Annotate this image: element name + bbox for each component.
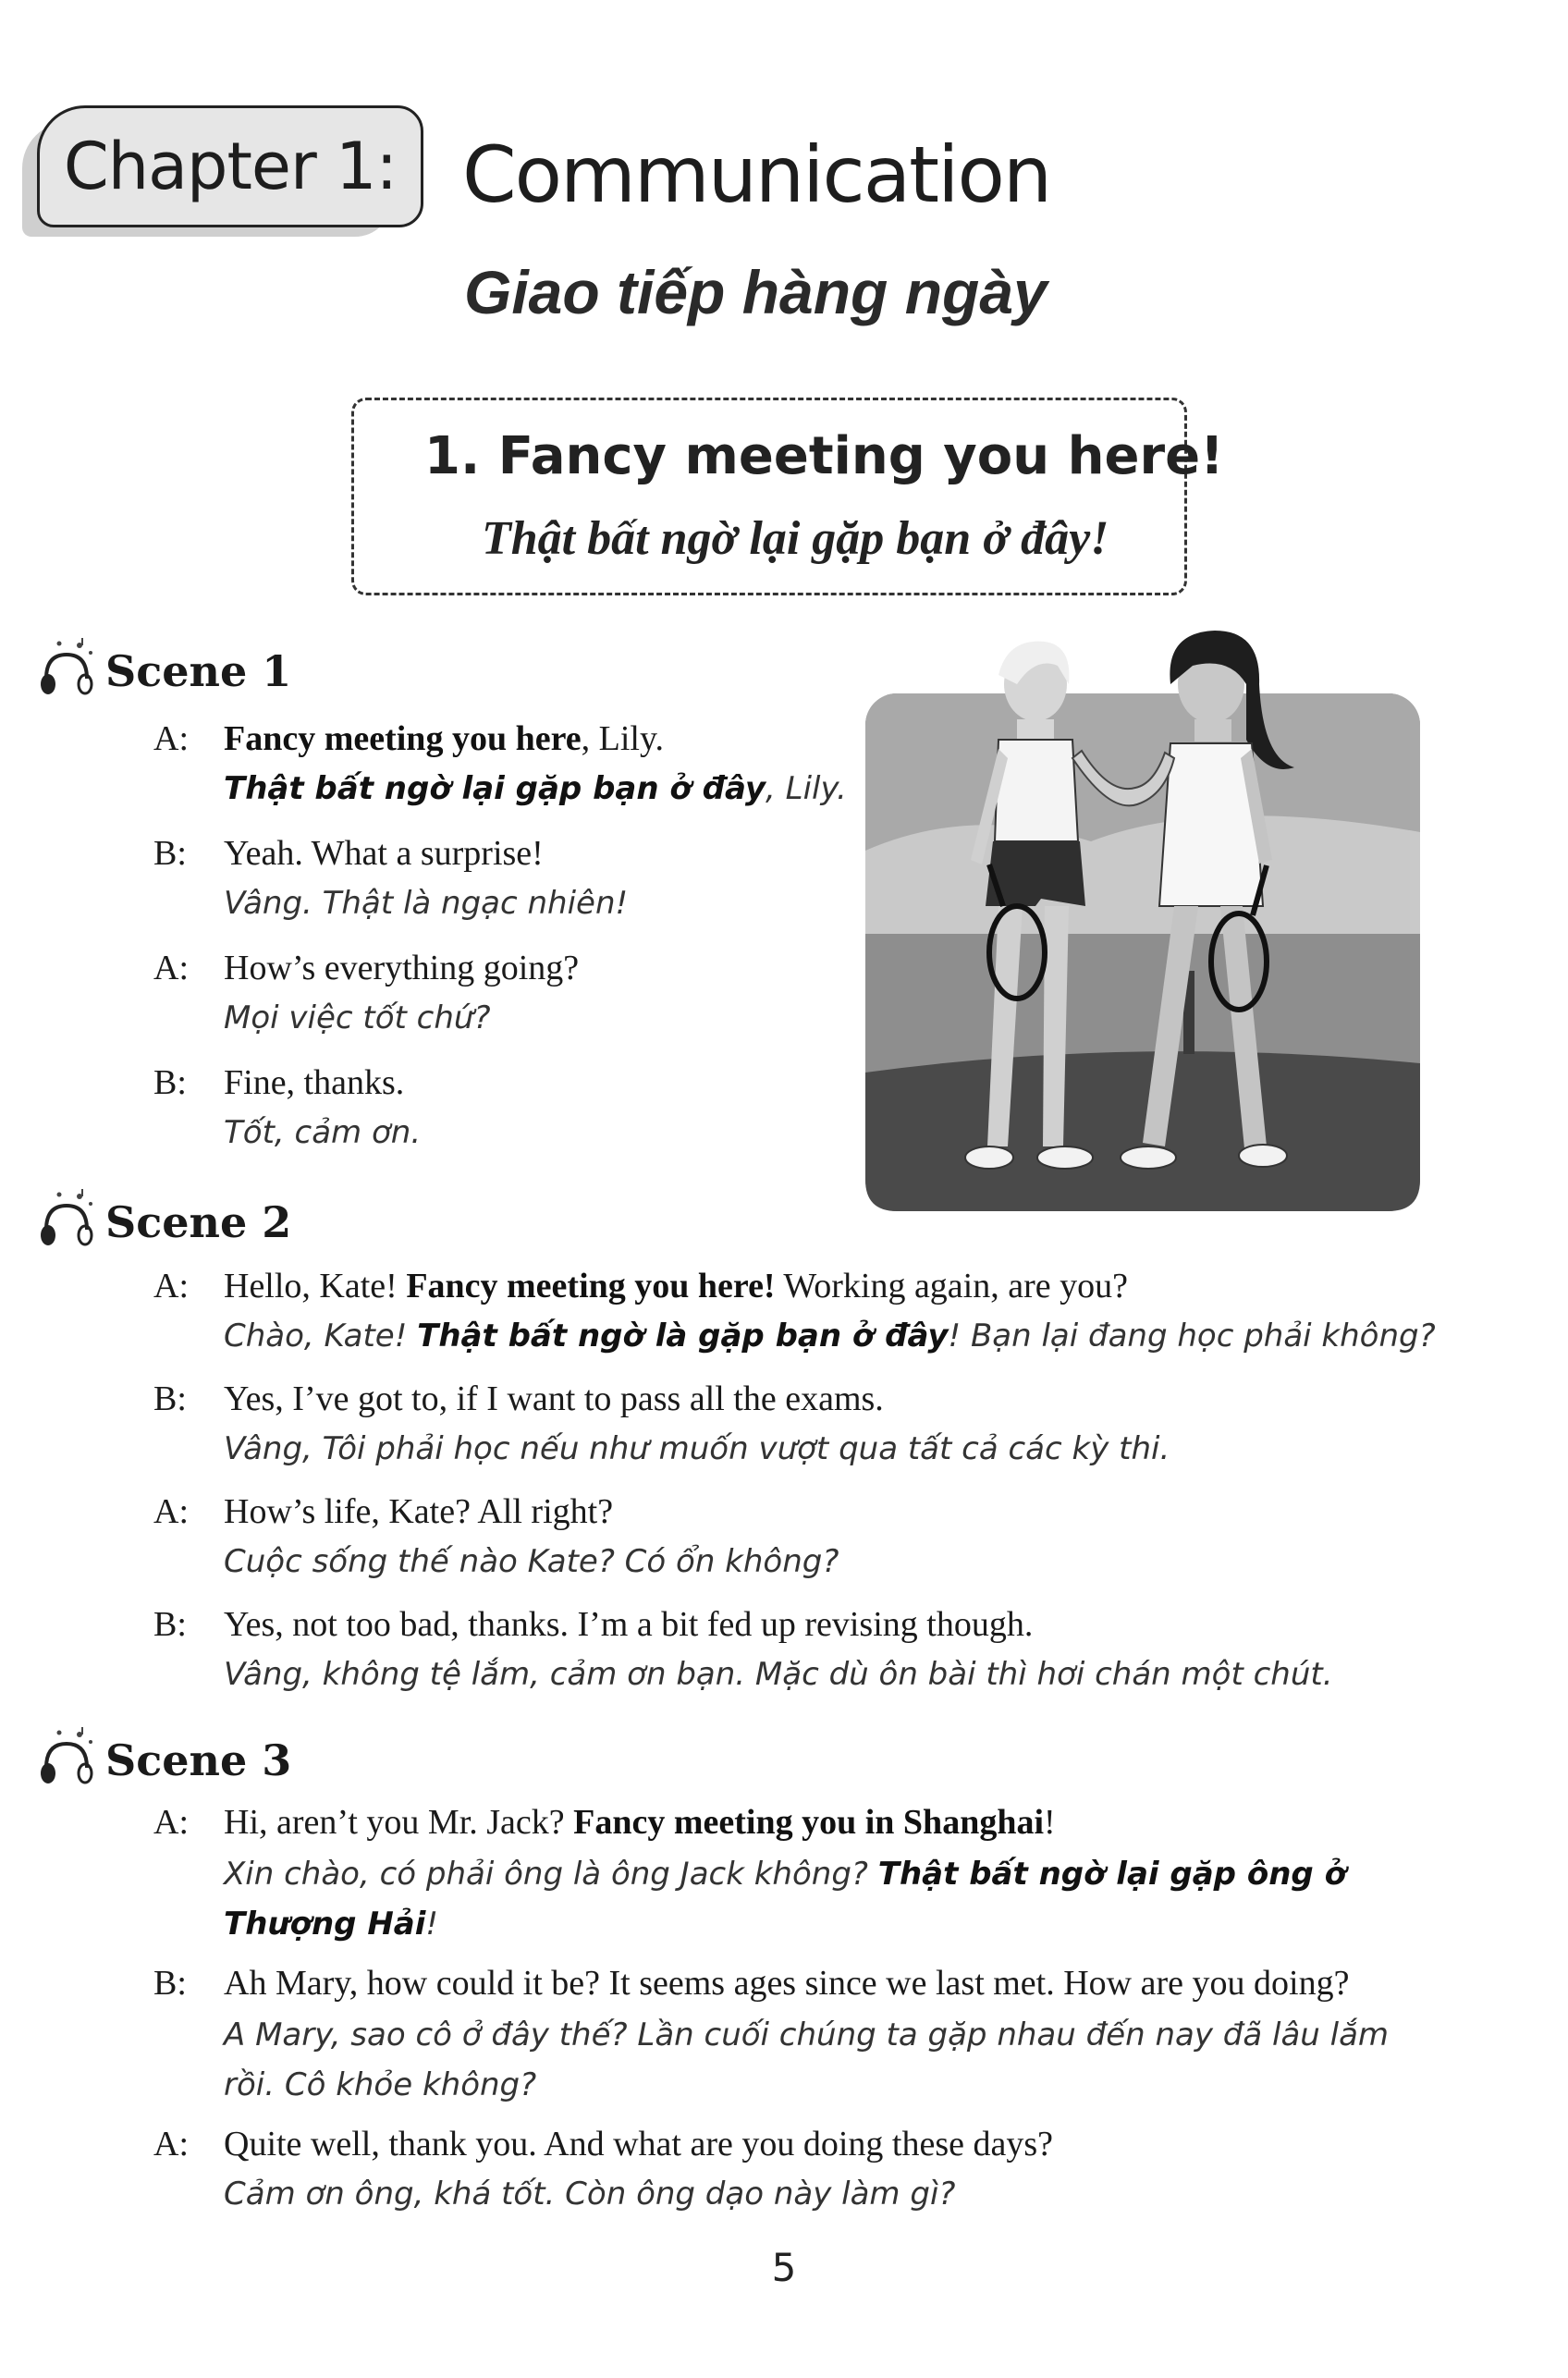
english-line: Yes, not too bad, thanks. I’m a bit fed up revising though. — [224, 1605, 1034, 1644]
vietnamese-line: Cuộc sống thế nào Kate? Có ổn không? — [224, 1543, 839, 1580]
vietnamese-line: Vâng, Tôi phải học nếu như muốn vượt qua tất cả các kỳ thi. — [224, 1430, 1170, 1467]
key-phrase-vn: Thật bất ngờ lại gặp bạn ở đây — [224, 770, 766, 807]
english-pre: Hello, Kate! — [224, 1267, 407, 1305]
speaker-label: A: — [153, 949, 189, 987]
vietnamese-rest: ! — [425, 1906, 439, 1943]
english-rest: , Lily. — [581, 719, 664, 758]
vietnamese-pre: Xin chào, có phải ông là ông Jack không? — [224, 1856, 878, 1893]
headphones-music-icon — [33, 1189, 100, 1256]
english-rest: ! — [1044, 1803, 1056, 1842]
speaker-label: B: — [153, 1964, 187, 2003]
key-phrase: Fancy meeting you in Shanghai — [573, 1803, 1045, 1842]
english-line: Quite well, thank you. And what are you doing these days? — [224, 2125, 1054, 2163]
key-phrase-vn: Thật bất ngờ lại gặp ông ở Thượng Hải — [224, 1856, 1346, 1943]
tennis-players-illustration — [860, 629, 1424, 1220]
lesson-box — [351, 398, 1224, 595]
vietnamese-line — [224, 1313, 1436, 1359]
speaker-label: A: — [153, 1267, 189, 1305]
speaker-label: B: — [153, 1063, 187, 1102]
english-line: Fine, thanks. — [224, 1063, 405, 1102]
page-number: 5 — [771, 2245, 797, 2290]
vietnamese-line: Mọi việc tốt chứ? — [224, 999, 491, 1036]
chapter-label: Chapter 1: — [37, 105, 423, 227]
english-line: How’s everything going? — [224, 949, 580, 987]
chapter-subtitle: Giao tiếp hàng ngày — [464, 258, 1047, 326]
english-rest: Working again, are you? — [775, 1267, 1128, 1305]
english-line: Yes, I’ve got to, if I want to pass all the exams. — [224, 1379, 884, 1418]
vietnamese-rest: ! Bạn lại đang học phải không? — [948, 1318, 1436, 1354]
english-pre: Hi, aren’t you Mr. Jack? — [224, 1803, 574, 1842]
scene-2-header — [33, 1189, 291, 1256]
speaker-label: A: — [153, 1492, 189, 1531]
english-line: Yeah. What a surprise! — [224, 834, 544, 873]
vietnamese-line: Vâng, không tệ lắm, cảm ơn bạn. Mặc dù ôn bài thì hơi chán một chút. — [224, 1656, 1333, 1693]
scene-1-header — [33, 638, 291, 705]
scene-3-header — [33, 1727, 291, 1794]
scene-2-title: Scene 2 — [105, 1197, 292, 1247]
lesson-title: 1. Fancy meeting you here! — [424, 426, 1224, 486]
vietnamese-line — [224, 766, 847, 812]
speaker-label: A: — [153, 719, 189, 758]
key-phrase: Fancy meeting you here! — [406, 1267, 776, 1305]
english-line — [224, 1263, 1128, 1309]
lesson-subtitle: Thật bất ngờ lại gặp bạn ở đây! — [482, 512, 1109, 565]
english-line — [224, 1799, 1056, 1845]
english-line: How’s life, Kate? All right? — [224, 1492, 614, 1531]
speaker-label: A: — [153, 1803, 189, 1842]
english-line — [224, 716, 664, 762]
vietnamese-line: Cảm ơn ông, khá tốt. Còn ông dạo này làm gì? — [224, 2176, 956, 2213]
chapter-title: Communication — [462, 129, 1051, 220]
vietnamese-line — [224, 1849, 1444, 1949]
headphones-music-icon — [33, 638, 100, 705]
vietnamese-pre: Chào, Kate! — [224, 1318, 418, 1354]
scene-3-title: Scene 3 — [105, 1735, 292, 1785]
speaker-label: A: — [153, 2125, 189, 2163]
key-phrase: Fancy meeting you here — [224, 719, 582, 758]
vietnamese-line: A Mary, sao cô ở đây thế? Lần cuối chúng ta gặp nhau đến nay đã lâu lắm rồi. Cô khỏe không? — [224, 2016, 1390, 2103]
speaker-label: B: — [153, 1605, 187, 1644]
chapter-tab — [35, 100, 422, 239]
vietnamese-rest: , Lily. — [766, 770, 847, 807]
speaker-label: B: — [153, 834, 187, 873]
headphones-music-icon — [33, 1727, 100, 1794]
vietnamese-line: Vâng. Thật là ngạc nhiên! — [224, 885, 629, 922]
english-line: Ah Mary, how could it be? It seems ages since we last met. How are you doing? — [224, 1964, 1350, 2003]
scene-1-title: Scene 1 — [105, 646, 292, 696]
key-phrase-vn: Thật bất ngờ là gặp bạn ở đây — [417, 1318, 949, 1354]
speaker-label: B: — [153, 1379, 187, 1418]
vietnamese-line: Tốt, cảm ơn. — [224, 1114, 422, 1151]
